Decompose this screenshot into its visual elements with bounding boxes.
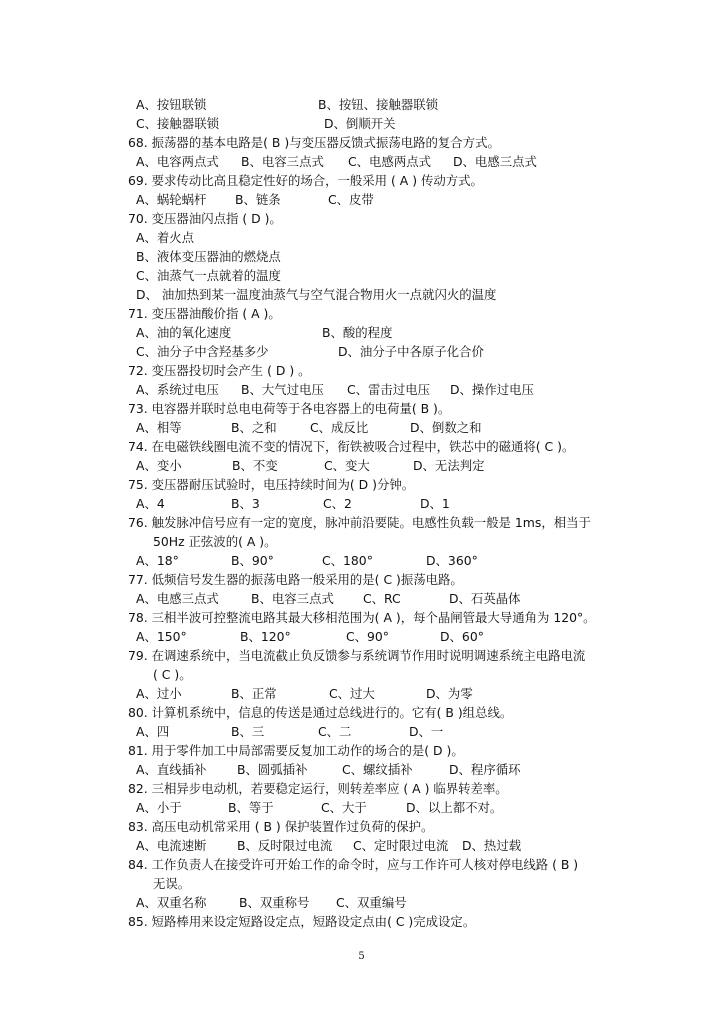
answer-option: D、程序循环 xyxy=(449,762,521,777)
answer-option: B、圆弧插补 xyxy=(237,762,308,777)
answer-option: D、电感三点式 xyxy=(453,154,537,169)
answer-option: B、120° xyxy=(240,629,291,644)
answer-option: D、倒数之和 xyxy=(410,420,482,435)
answer-option: D、以上都不对。 xyxy=(406,800,503,815)
answer-option: A、4 xyxy=(136,496,165,511)
answer-option: C、螺纹插补 xyxy=(342,762,413,777)
answer-option: D、操作过电压 xyxy=(450,382,534,397)
answer-option: B、反时限过电流 xyxy=(237,838,333,853)
answer-option: A、小于 xyxy=(136,800,182,815)
answer-option: D、无法判定 xyxy=(413,458,485,473)
answer-option: C、双重编号 xyxy=(336,895,407,910)
answer-option: A、电感三点式 xyxy=(136,591,219,606)
question-continuation: 50Hz 正弦波的( A )。 xyxy=(153,534,277,549)
answer-option: A、油的氧化速度 xyxy=(136,325,232,340)
answer-option: A、系统过电压 xyxy=(136,382,219,397)
answer-option: C、定时限过电流 xyxy=(353,838,449,853)
answer-option: B、链条 xyxy=(235,192,281,207)
answer-option: B、酸的程度 xyxy=(322,325,393,340)
answer-option: D、 油加热到某一温度油蒸气与空气混合物用火一点就闪火的温度 xyxy=(136,287,497,302)
answer-option: A、蜗轮蜗杆 xyxy=(136,192,207,207)
answer-option: B、之和 xyxy=(231,420,277,435)
question-text: 76. 触发脉冲信号应有一定的宽度，脉冲前沿要陡。电感性负载一般是 1ms，相当于 xyxy=(128,515,591,530)
answer-option: C、雷击过电压 xyxy=(347,382,430,397)
answer-option: B、不变 xyxy=(232,458,278,473)
answer-option: B、90° xyxy=(231,553,274,568)
question-text: 83. 高压电动机常采用 ( B ) 保护装置作过负荷的保护。 xyxy=(128,819,434,834)
answer-option: A、按钮联锁 xyxy=(136,97,207,112)
question-text: 79. 在调速系统中，当电流截止负反馈参与系统调节作用时说明调速系统主电路电流 xyxy=(128,648,586,663)
answer-option: D、一 xyxy=(409,724,444,739)
answer-option: C、过大 xyxy=(329,686,375,701)
answer-option: A、电容两点式 xyxy=(136,154,219,169)
answer-option: C、RC xyxy=(363,591,401,606)
answer-option: D、油分子中各原子化合价 xyxy=(338,344,484,359)
answer-option: B、电容三点式 xyxy=(251,591,334,606)
answer-option: A、150° xyxy=(136,629,187,644)
question-text: 74. 在电磁铁线圈电流不变的情况下，衔铁被吸合过程中，铁芯中的磁通将( C )。 xyxy=(128,439,575,454)
question-text: 71. 变压器油酸价指 ( A )。 xyxy=(128,306,281,321)
answer-option: D、热过载 xyxy=(462,838,522,853)
question-text: 68. 振荡器的基本电路是( B )与变压器反馈式振荡电路的复合方式。 xyxy=(128,135,500,150)
question-text: 78. 三相半波可控整流电路其最大移相范围为( A )，每个晶闸管最大导通角为 120°。 xyxy=(128,610,596,625)
answer-option: B、电容三点式 xyxy=(241,154,324,169)
page-number: 5 xyxy=(358,951,365,962)
answer-option: D、石英晶体 xyxy=(449,591,521,606)
answer-option: D、1 xyxy=(420,496,450,511)
answer-option: A、相等 xyxy=(136,420,182,435)
answer-option: C、电感两点式 xyxy=(348,154,431,169)
question-text: 69. 要求传动比高且稳定性好的场合，一般采用 ( A ) 传动方式。 xyxy=(128,173,483,188)
question-text: 82. 三相异步电动机，若要稳定运行，则转差率应 ( A ) 临界转差率。 xyxy=(128,781,508,796)
answer-option: A、着火点 xyxy=(136,230,195,245)
answer-option: C、180° xyxy=(322,553,373,568)
answer-option: B、双重称号 xyxy=(239,895,310,910)
answer-option: D、为零 xyxy=(426,686,473,701)
answer-option: D、360° xyxy=(426,553,478,568)
question-text: 80. 计算机系统中，信息的传送是通过总线进行的。它有( B )组总线。 xyxy=(128,705,513,720)
answer-option: C、90° xyxy=(346,629,390,644)
question-text: 70. 变压器油闪点指 ( D )。 xyxy=(128,211,282,226)
answer-option: D、60° xyxy=(440,629,484,644)
question-text: 72. 变压器投切时会产生 ( D ) 。 xyxy=(128,363,311,378)
answer-option: C、2 xyxy=(323,496,352,511)
question-text: 81. 用于零件加工中局部需要反复加工动作的场合的是( D )。 xyxy=(128,743,464,758)
answer-option: A、四 xyxy=(136,724,170,739)
question-text: 77. 低频信号发生器的振荡电路一般采用的是( C )振荡电路。 xyxy=(128,572,463,587)
answer-option: A、过小 xyxy=(136,686,182,701)
answer-option: C、变大 xyxy=(324,458,370,473)
question-continuation: ( C )。 xyxy=(153,667,192,682)
question-text: 75. 变压器耐压试验时，电压持续时间为( D )分钟。 xyxy=(128,477,415,492)
answer-option: B、等于 xyxy=(228,800,274,815)
answer-option: D、倒顺开关 xyxy=(324,116,396,131)
answer-option: B、按钮、接触器联锁 xyxy=(318,97,439,112)
answer-option: C、二 xyxy=(318,724,352,739)
answer-option: A、变小 xyxy=(136,458,182,473)
answer-option: C、大于 xyxy=(321,800,367,815)
answer-option: A、电流速断 xyxy=(136,838,207,853)
answer-option: A、18° xyxy=(136,553,179,568)
question-text: 73. 电容器并联时总电电荷等于各电容器上的电荷量( B )。 xyxy=(128,401,451,416)
answer-option: A、直线插补 xyxy=(136,762,207,777)
answer-option: C、成反比 xyxy=(310,420,369,435)
question-text: 84. 工作负责人在接受许可开始工作的命令时，应与工作许可人核对停电线路 ( B ) xyxy=(128,857,579,872)
answer-option: B、大气过电压 xyxy=(241,382,324,397)
answer-option: C、油分子中含羟基多少 xyxy=(136,344,269,359)
answer-option: C、皮带 xyxy=(328,192,374,207)
answer-option: A、双重名称 xyxy=(136,895,207,910)
question-text: 85. 短路棒用来设定短路设定点，短路设定点由( C )完成设定。 xyxy=(128,914,476,929)
answer-option: C、接触器联锁 xyxy=(136,116,219,131)
answer-option: B、液体变压器油的燃烧点 xyxy=(136,249,281,264)
question-continuation: 无误。 xyxy=(153,876,191,891)
answer-option: B、正常 xyxy=(231,686,277,701)
answer-option: C、油蒸气一点就着的温度 xyxy=(136,268,281,283)
answer-option: B、3 xyxy=(231,496,260,511)
answer-option: B、三 xyxy=(231,724,265,739)
